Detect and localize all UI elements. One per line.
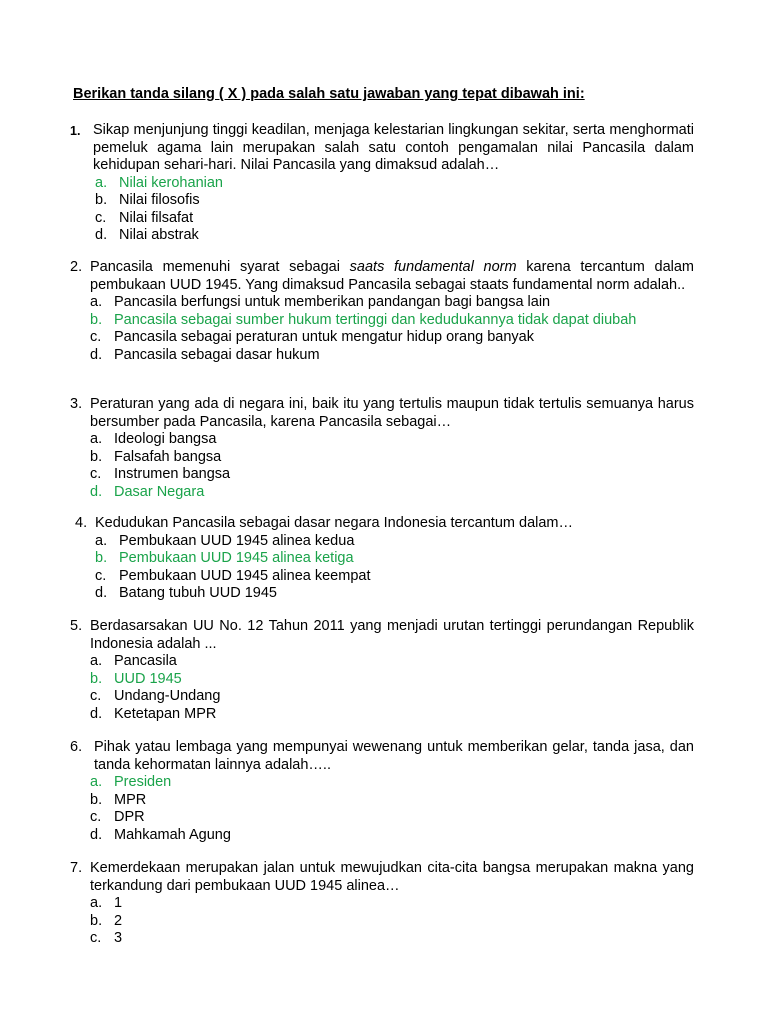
option-text: Pembukaan UUD 1945 alinea kedua (119, 532, 355, 549)
option-d[interactable] (90, 347, 694, 365)
question-4 (75, 515, 699, 603)
option-letter: c. (90, 688, 102, 704)
option-text: Undang-Undang (114, 688, 221, 704)
option-text: 1 (114, 895, 123, 911)
question-7 (70, 860, 694, 948)
option-d[interactable] (95, 227, 694, 245)
question-stem (70, 396, 694, 431)
option-letter: c. (90, 466, 102, 482)
question-number: 5. (70, 618, 83, 634)
option-text: Pembukaan UUD 1945 alinea ketiga (119, 550, 354, 566)
option-c[interactable] (95, 210, 694, 228)
instruction-heading: Berikan tanda silang ( X ) pada salah satu jawaban yang tepat dibawah ini: (73, 86, 585, 102)
option-letter: b. (90, 670, 103, 687)
option-letter: a. (90, 895, 103, 911)
question-stem (70, 259, 694, 294)
option-text: Nilai filsafat (119, 209, 194, 226)
option-letter: c. (90, 930, 102, 946)
option-letter: b. (90, 791, 103, 808)
option-text: Pembukaan UUD 1945 alinea keempat (119, 567, 371, 584)
option-letter: b. (90, 448, 103, 465)
option-c[interactable] (90, 466, 694, 484)
option-text: Pancasila berfungsi untuk memberikan pandangan bagi bangsa lain (114, 294, 551, 310)
option-a[interactable] (90, 653, 694, 671)
option-letter: d. (95, 227, 108, 243)
option-letter: b. (95, 550, 108, 566)
question-number: 6. (70, 739, 83, 755)
option-c[interactable] (90, 329, 694, 347)
question-stem (75, 515, 699, 533)
option-text: Pancasila sebagai dasar hukum (114, 346, 320, 363)
option-letter: c. (90, 329, 102, 345)
option-c[interactable] (90, 688, 694, 706)
question-stem (70, 618, 694, 653)
question-number: 2. (70, 259, 83, 275)
question-text: Pihak yatau lembaga yang mempunyai wewenang untuk memberikan gelar, tanda jasa, dan tanda kehormatan lainnya adalah….. (94, 739, 694, 773)
option-letter: c. (90, 809, 102, 825)
option-a[interactable] (95, 533, 699, 551)
option-a[interactable] (90, 431, 694, 449)
question-stem (70, 122, 694, 175)
option-text: Nilai abstrak (119, 227, 199, 243)
option-b[interactable] (90, 449, 694, 467)
option-b[interactable] (90, 671, 694, 689)
option-a[interactable] (90, 895, 694, 913)
answer-options (95, 175, 694, 245)
option-b[interactable] (90, 312, 694, 330)
option-text: Dasar Negara (114, 483, 205, 500)
answer-options (90, 294, 694, 364)
question-6 (70, 739, 694, 844)
option-text: 3 (114, 930, 123, 946)
option-text: Mahkamah Agung (114, 826, 231, 843)
option-text: Nilai filosofis (119, 192, 200, 208)
option-letter: c. (95, 567, 107, 584)
option-a[interactable] (95, 175, 694, 193)
option-letter: a. (90, 294, 103, 310)
option-text: Pancasila sebagai sumber hukum tertinggi dan kedudukannya tidak dapat diubah (114, 311, 637, 328)
option-letter: d. (90, 346, 103, 363)
question-text: Berdasarsakan UU No. 12 Tahun 2011 yang menjadi urutan tertinggi perundangan Republik Indonesia adalah ... (90, 618, 694, 652)
option-c[interactable] (90, 809, 694, 827)
option-letter: d. (90, 483, 103, 500)
option-letter: b. (90, 912, 103, 929)
option-text: Batang tubuh UUD 1945 (119, 585, 277, 601)
option-c[interactable] (95, 568, 699, 586)
option-letter: a. (90, 774, 103, 790)
question-number: 3. (70, 396, 83, 412)
option-letter: a. (95, 532, 108, 549)
option-letter: b. (95, 192, 108, 208)
question-stem (70, 739, 694, 774)
option-text: UUD 1945 (114, 670, 182, 687)
answer-options (90, 431, 694, 501)
option-text: Pancasila (114, 653, 177, 669)
option-text: Falsafah bangsa (114, 448, 222, 465)
question-1 (70, 122, 694, 245)
option-letter: d. (90, 826, 103, 843)
option-letter: b. (90, 311, 103, 328)
option-b[interactable] (90, 913, 694, 931)
option-b[interactable] (95, 550, 699, 568)
question-number: 1. (70, 124, 81, 138)
option-letter: a. (90, 653, 103, 669)
answer-options (90, 653, 694, 723)
option-d[interactable] (90, 706, 694, 724)
option-text: Pancasila sebagai peraturan untuk mengatur hidup orang banyak (114, 329, 534, 345)
option-text: Nilai kerohanian (119, 174, 223, 191)
option-letter: a. (95, 174, 108, 191)
answer-options (90, 774, 694, 844)
question-stem (70, 860, 694, 895)
option-text: Presiden (114, 774, 172, 790)
question-number: 4. (75, 515, 88, 531)
question-number: 7. (70, 860, 83, 876)
option-letter: d. (90, 705, 103, 722)
option-text: 2 (114, 912, 123, 929)
question-5 (70, 618, 694, 723)
option-letter: a. (90, 431, 103, 447)
question-text: Pancasila memenuhi syarat sebagai saats fundamental norm karena tercantum dalam pembukaan UUD 1945. Yang dimaksud Pancasila sebagai staats fundamental norm adalah.. (90, 259, 695, 293)
question-2 (70, 259, 694, 364)
option-text: Instrumen bangsa (114, 466, 231, 482)
answer-options (90, 895, 694, 948)
option-a[interactable] (90, 294, 694, 312)
question-text: Kedudukan Pancasila sebagai dasar negara Indonesia tercantum dalam… (95, 515, 574, 531)
option-letter: c. (95, 209, 107, 226)
answer-options (95, 533, 699, 603)
question-3 (70, 396, 694, 501)
question-text: Peraturan yang ada di negara ini, baik itu yang tertulis maupun tidak tertulis semuanya harus bersumber pada Pancasila, karena Pancasila sebagai… (90, 396, 694, 430)
option-text: DPR (114, 809, 145, 825)
option-c[interactable] (90, 930, 694, 948)
emphasized-term: saats fundamental norm (349, 259, 517, 275)
option-d[interactable] (95, 585, 699, 603)
question-text: Kemerdekaan merupakan jalan untuk mewujudkan cita-cita bangsa merupakan makna yang terkandung dari pembukaan UUD 1945 alinea… (90, 860, 694, 894)
option-text: Ketetapan MPR (114, 705, 217, 722)
option-text: Ideologi bangsa (114, 431, 217, 447)
option-d[interactable] (90, 827, 694, 845)
question-text: Sikap menjunjung tinggi keadilan, menjaga kelestarian lingkungan sekitar, serta menghormati pemeluk agama lain merupakan salah satu contoh pengamalan nilai Pancasila dalam kehidupan sehari-hari. Nilai Pancasila yang dimaksud adalah… (93, 122, 694, 173)
option-d[interactable] (90, 484, 694, 502)
option-letter: d. (95, 585, 108, 601)
option-b[interactable] (95, 192, 694, 210)
option-b[interactable] (90, 792, 694, 810)
option-a[interactable] (90, 774, 694, 792)
option-text: MPR (114, 791, 147, 808)
